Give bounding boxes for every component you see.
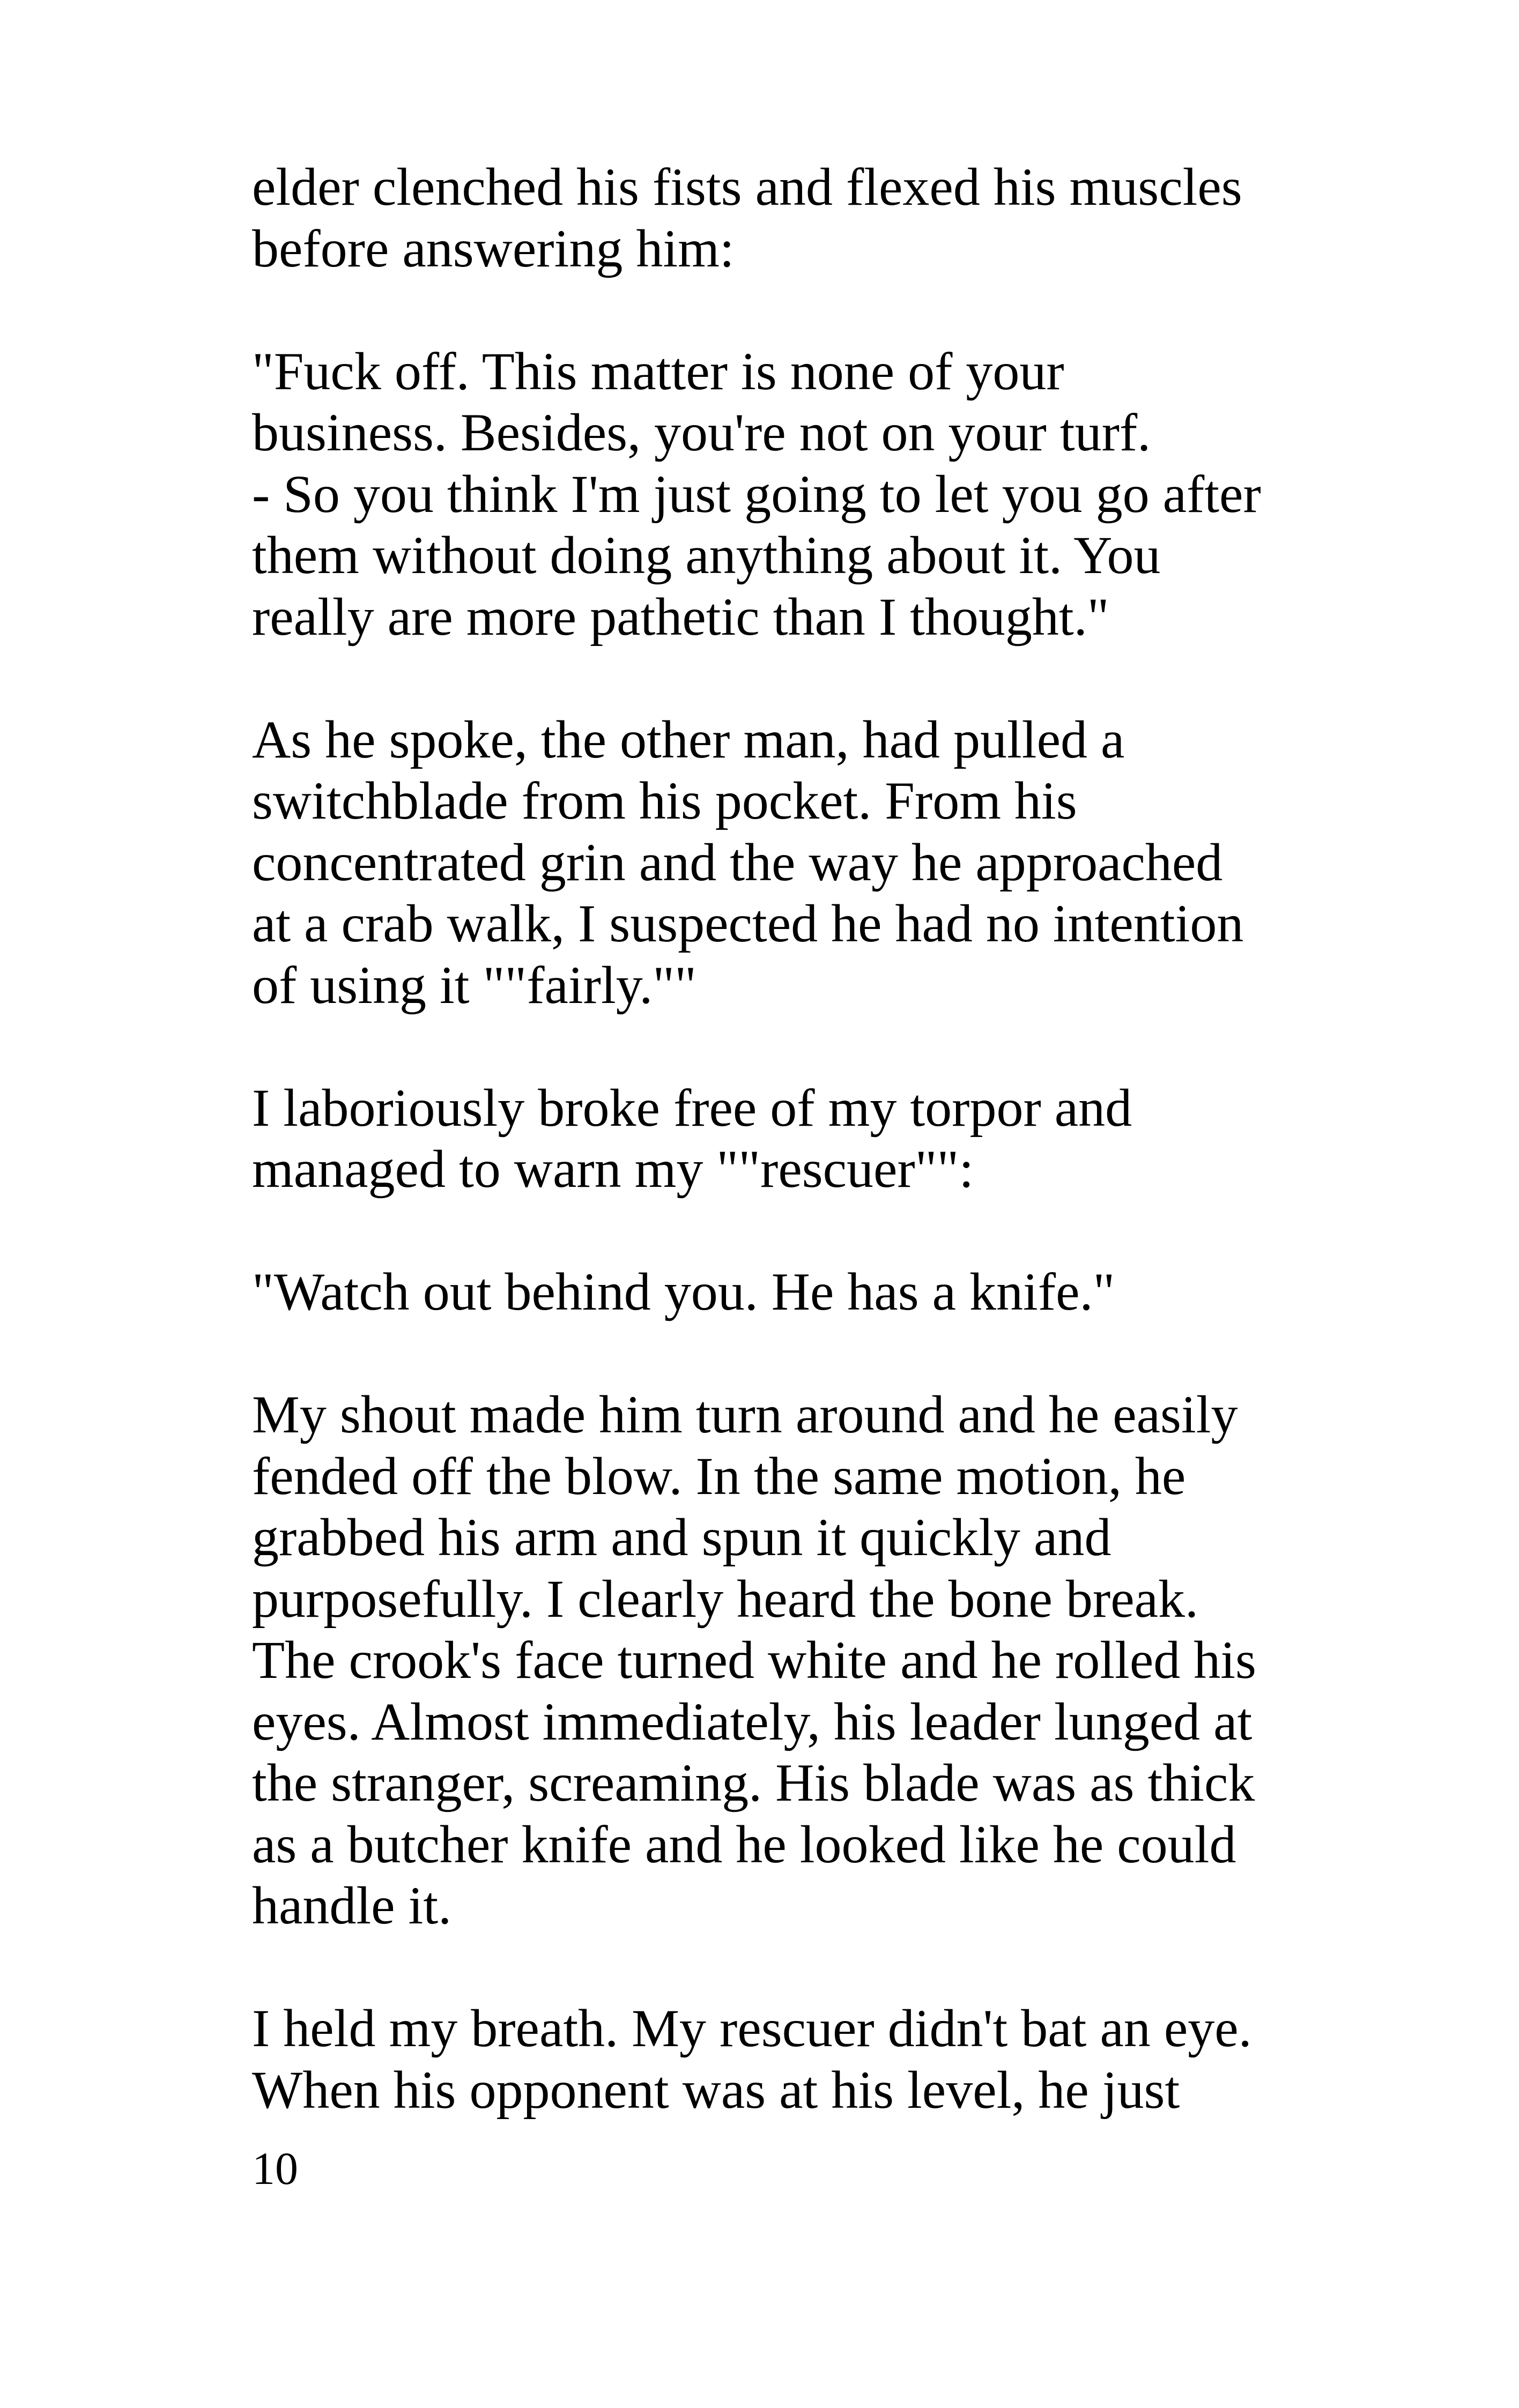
text-line: "Fuck off. This matter is none of your xyxy=(252,341,1064,401)
text-line: at a crab walk, I suspected he had no intention xyxy=(252,894,1244,953)
paragraph xyxy=(252,341,1314,648)
text-line: "Watch out behind you. He has a knife." xyxy=(252,1262,1115,1321)
paragraph xyxy=(252,709,1314,1016)
text-line: When his opponent was at his level, he just xyxy=(252,2060,1180,2120)
text-line: the stranger, screaming. His blade was as thick xyxy=(252,1753,1255,1812)
paragraph xyxy=(252,157,1314,279)
text-line: of using it ""fairly."" xyxy=(252,955,696,1015)
paragraph xyxy=(252,1077,1314,1200)
text-line: My shout made him turn around and he easily xyxy=(252,1385,1238,1444)
text-line: eyes. Almost immediately, his leader lunged at xyxy=(252,1691,1253,1751)
paragraph xyxy=(252,1261,1314,1323)
text-line: purposefully. I clearly heard the bone break. xyxy=(252,1569,1198,1629)
text-line: I held my breath. My rescuer didn't bat an eye. xyxy=(252,1998,1252,2058)
text-line: - So you think I'm just going to let you go after xyxy=(252,464,1261,524)
text-line: switchblade from his pocket. From his xyxy=(252,771,1077,830)
text-line: handle it. xyxy=(252,1876,452,1935)
text-line: The crook's face turned white and he rolled his xyxy=(252,1630,1256,1690)
text-line: fended off the blow. In the same motion, he xyxy=(252,1446,1186,1506)
text-line: elder clenched his fists and flexed his muscles xyxy=(252,157,1242,217)
text-line: as a butcher knife and he looked like he could xyxy=(252,1814,1236,1874)
text-line: business. Besides, you're not on your turf. xyxy=(252,403,1151,462)
text-line: managed to warn my ""rescuer"": xyxy=(252,1139,974,1199)
body-text xyxy=(252,157,1314,2121)
text-line: I laboriously broke free of my torpor and xyxy=(252,1077,1132,1138)
text-line: grabbed his arm and spun it quickly and xyxy=(252,1507,1112,1567)
page-number: 10 xyxy=(252,2143,298,2194)
text-line: really are more pathetic than I thought." xyxy=(252,586,1109,646)
text-line: before answering him: xyxy=(252,218,735,278)
text-line: them without doing anything about it. You xyxy=(252,525,1161,585)
text-line: As he spoke, the other man, had pulled a xyxy=(252,709,1125,769)
paragraph xyxy=(252,1998,1314,2121)
paragraph xyxy=(252,1384,1314,1937)
text-line: concentrated grin and the way he approached xyxy=(252,832,1223,892)
